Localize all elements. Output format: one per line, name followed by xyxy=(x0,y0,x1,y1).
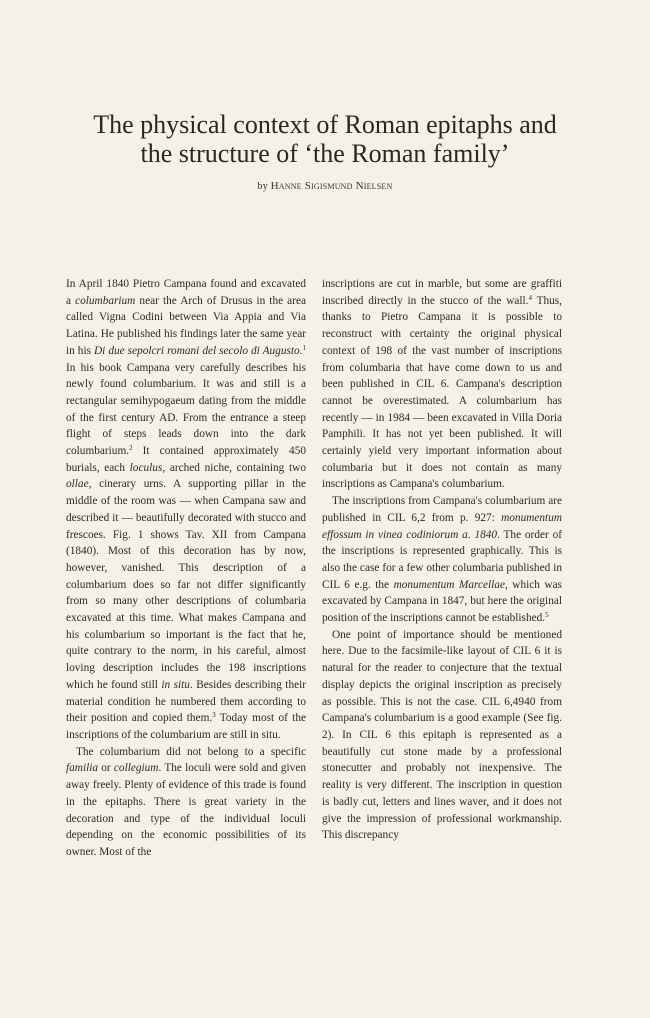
paragraph-text: . Besides describing their material condition he numbered them according to their position and copied them. xyxy=(66,678,307,725)
footnote-ref: 5 xyxy=(545,611,549,620)
paragraph-text: , arched niche, containing two xyxy=(162,461,306,474)
italic-text: in situ xyxy=(161,678,190,691)
body-paragraph xyxy=(322,493,562,627)
article-title xyxy=(40,110,610,168)
byline xyxy=(0,180,650,192)
paragraph-text: . The loculi were sold and given away freely. Plenty of evidence of this trade is found in the epitaphs. There is great variety in the decoration and type of the individual loculi depending on the economic possibilities of its owner. Most of the xyxy=(66,762,306,858)
footnote-ref: 3 xyxy=(212,711,216,720)
paragraph-text: One point of importance should be mentioned here. Due to the facsimile-like layout of CIL 6 it is natural for the reader to conjecture that the textual display depicts the original inscription as precisely as possible. This is not the case. CIL 6,4940 from Campana's columbarium is a good example (See fig. 2). In CIL 6 this epitaph is represented as a beautifully cut stone made by a professional stonecutter and probably not inexpensive. The reality is very different. The inscription in question is badly cut, letters and lines waver, and it does not give the impression of professional workmanship. This discrepancy xyxy=(322,628,562,842)
title-line-1: The physical context of Roman epitaphs and xyxy=(93,110,557,139)
italic-text: columbarium xyxy=(75,294,136,307)
footnote-ref: 1 xyxy=(302,343,306,352)
paragraph-text: In his book Campana very carefully describes his newly found columbarium. It was and still is a rectangular semihypogaeum dating from the middle of the first century AD. From the entrance a steep flight of steps leads down into the dark columbarium. xyxy=(66,361,306,458)
body-paragraph xyxy=(322,276,562,493)
paragraph-text: In April 1840 Pietro Campana found and excavated a xyxy=(66,278,306,307)
paragraph-text: near the Arch of Drusus in the area called Vigna Codini between Via Appia and Via Latina. He published his findings later the same year in his xyxy=(66,294,306,357)
italic-text: loculus xyxy=(129,461,163,474)
paragraph-text: The columbarium did not belong to a specific xyxy=(76,745,306,758)
left-column xyxy=(66,276,306,861)
italic-text: collegium xyxy=(113,762,159,775)
paragraph-text: or xyxy=(98,762,114,775)
paragraph-text: . The order of the inscriptions is represented graphically. This is also the case for a few other columbaria published in CIL 6 e.g. the xyxy=(322,528,562,591)
author-name: Hanne Sigismund Nielsen xyxy=(270,180,393,192)
body-paragraph xyxy=(66,744,306,861)
italic-text: monumentum Marcellae xyxy=(393,578,505,591)
title-line-2: the structure of ‘the Roman family’ xyxy=(140,139,510,168)
paragraph-text: , which was excavated by Campana in 1847, but here the original position of the inscriptions cannot be established. xyxy=(322,578,562,625)
italic-text: Di due sepolcri romani del secolo di Augusto. xyxy=(94,344,303,357)
byline-prefix: by xyxy=(257,181,268,192)
body-paragraph xyxy=(322,627,562,844)
footnote-ref: 2 xyxy=(129,444,133,453)
right-column xyxy=(322,276,562,844)
italic-text: ollae xyxy=(66,478,89,491)
paragraph-text: Thus, thanks to Pietro Campana it is possible to reconstruct with certainty the original physical context of 198 of the vast number of inscriptions from columbaria that have come down to us and been published in CIL 6. Campana's description cannot be overestimated. A columbarium has recently — in 1984 — been excavated in Villa Doria Pamphili. It has not yet been published. It will certainly yield very important information about columbaria but it does not contain as many inscriptions as Campana's columbarium. xyxy=(322,294,562,491)
paragraph-text: It contained approximately 450 burials, each xyxy=(66,445,306,474)
paragraph-text: , cinerary urns. A supporting pillar in the middle of the room was — when Campana saw and described it — beautifully decorated with stucco and frescoes. Fig. 1 shows Tav. XII from Campana (1840). Most of this decoration has by now, however, vanished. This description of a columbarium does so far not differ significantly from so many other descriptions of columbaria excavated at this time. What makes Campana and his columbarium so important is the fact that he, quite contrary to the norm, in his careful, almost loving description includes the 198 inscriptions which he found still xyxy=(66,478,306,691)
italic-text: monumentum effossum in vinea codiniorum a. 1840 xyxy=(322,511,562,541)
footnote-ref: 4 xyxy=(528,293,532,302)
italic-text: familia xyxy=(66,762,99,775)
paragraph-text: Today most of the inscriptions of the columbarium are still in situ. xyxy=(66,712,306,741)
paragraph-text: inscriptions are cut in marble, but some are graffiti inscribed directly in the stucco of the wall. xyxy=(322,278,562,307)
paragraph-text: The inscriptions from Campana's columbarium are published in CIL 6,2 from p. 927: xyxy=(322,495,562,524)
body-paragraph xyxy=(66,276,306,744)
